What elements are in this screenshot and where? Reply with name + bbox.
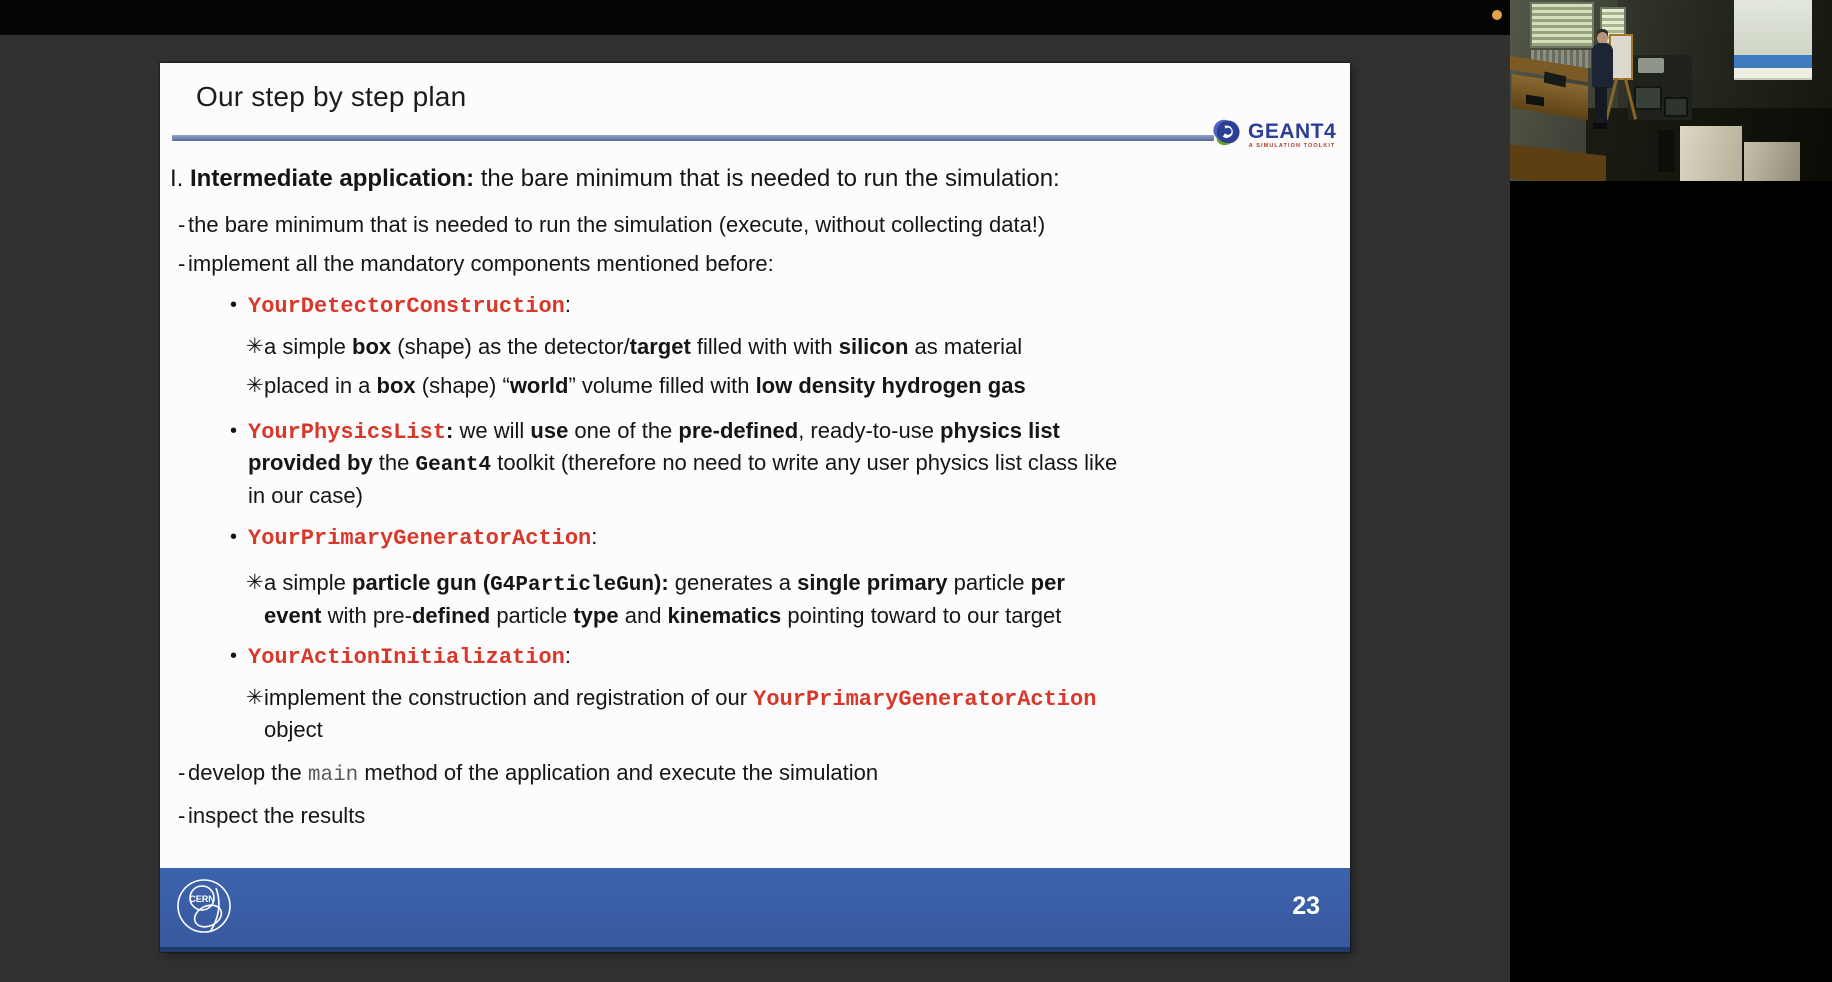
top-black-bar [0, 0, 1510, 35]
bullet-marker: • [230, 645, 238, 667]
slide-dash-item [160, 758, 1350, 791]
projected-footer-band [1734, 55, 1812, 68]
projected-bright-strip [1734, 68, 1812, 78]
text-line: YourPhysicsList: we will use one of the pre-defined, ready-to-use physics list [248, 418, 1060, 445]
slide-bullet-item [160, 416, 1350, 511]
waste-bin [1658, 130, 1674, 172]
desktop-monitor [1634, 86, 1662, 110]
text-line: YourDetectorConstruction: [248, 292, 571, 319]
cern-logo [172, 874, 236, 943]
text-line: a simple particle gun (G4ParticleGun): generates a single primary particle per [264, 570, 1065, 597]
text-line: YourActionInitialization: [248, 643, 571, 670]
slide-sub-item [160, 332, 1350, 362]
slide-heading-item [160, 164, 1350, 194]
text-line: provided by the Geant4 toolkit (therefore no need to write any user physics list class like [248, 450, 1118, 477]
text-line: object [264, 717, 323, 742]
dash-marker: - [178, 251, 186, 276]
text-line: develop the main method of the application and execute the simulation [188, 760, 879, 787]
text-line: YourPrimaryGeneratorAction: [248, 524, 598, 551]
window-with-blinds [1530, 2, 1594, 48]
dash-marker: - [178, 212, 186, 237]
text-line: inspect the results [188, 803, 366, 828]
slide-body [160, 63, 1350, 831]
geant4-logo-tagline: A SIMULATION TOOLKIT [1248, 143, 1336, 150]
text-line: a simple box (shape) as the detector/target filled with with silicon as material [264, 334, 1023, 359]
page-number: 23 [1292, 892, 1320, 920]
bullet-marker: • [230, 294, 238, 316]
slide-bullet-item [160, 290, 1350, 322]
text-line: in our case) [248, 483, 363, 508]
slide-sub-item [160, 683, 1350, 745]
svg-text:CERN: CERN [189, 894, 215, 904]
sub-marker: ✳ [246, 686, 264, 709]
slide-sub-item [160, 568, 1350, 631]
slide-bullet-item [160, 641, 1350, 673]
printer [1638, 58, 1664, 73]
text-line: I. Intermediate application: the bare minimum that is needed to run the simulation: [170, 165, 1060, 192]
presenter [1592, 43, 1613, 88]
slide [160, 63, 1350, 952]
bullet-marker: • [230, 420, 238, 442]
projection-screen [1734, 0, 1812, 80]
slide-title: Our step by step plan [196, 81, 467, 112]
slide-dash-item [160, 210, 1350, 240]
presenter-legs [1595, 87, 1607, 125]
presenter-shoes [1593, 123, 1607, 129]
desktop-monitor-2 [1664, 97, 1688, 117]
sub-marker: ✳ [246, 335, 264, 358]
cabinet-2 [1744, 142, 1800, 181]
dash-marker: - [178, 760, 186, 785]
recording-indicator-dot [1492, 10, 1502, 20]
text-line: the bare minimum that is needed to run the simulation (execute, without collecting data!) [188, 212, 1046, 237]
text-line: implement all the mandatory components mentioned before: [188, 251, 774, 276]
text-line: event with pre-defined particle type and kinematics pointing toward to our target [264, 603, 1062, 628]
slide-sub-item [160, 371, 1350, 401]
sub-marker: ✳ [246, 571, 264, 594]
webcam-view [1510, 0, 1832, 181]
dash-marker: - [178, 803, 186, 828]
sub-marker: ✳ [246, 374, 264, 397]
geant4-logo-text: GEANT4 [1248, 120, 1337, 144]
slide-bullet-item [160, 522, 1350, 554]
slide-footer-bar [160, 868, 1350, 952]
text-line: placed in a box (shape) “world” volume filled with low density hydrogen gas [264, 373, 1026, 398]
bullet-marker: • [230, 526, 238, 548]
cabinet [1680, 126, 1742, 181]
slide-dash-item [160, 249, 1350, 279]
slide-dash-item [160, 801, 1350, 831]
text-line: implement the construction and registration of our YourPrimaryGeneratorAction [264, 685, 1097, 712]
